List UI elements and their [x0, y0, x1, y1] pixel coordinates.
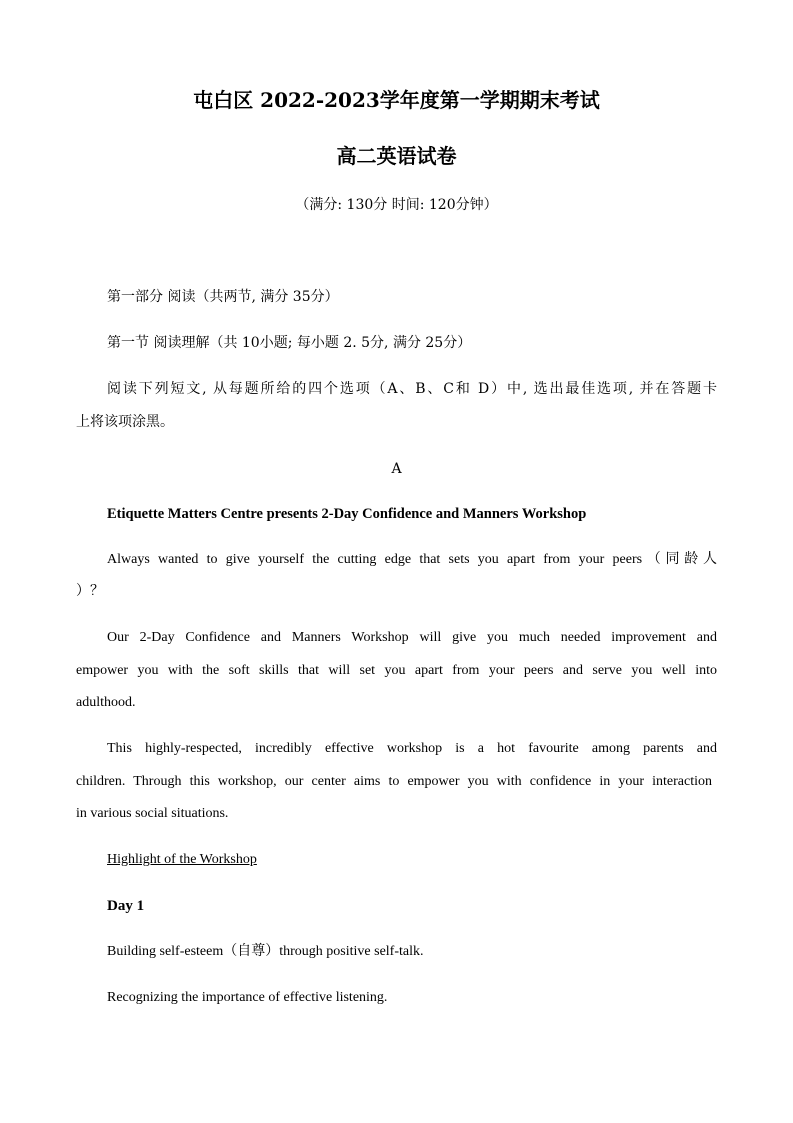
exam-title: 屯白区 2022-2023学年度第一学期期末考试: [193, 88, 600, 112]
paragraph-3-line-2: children. Through this workshop, our center aims to empower you with confidence in your interaction: [76, 774, 712, 789]
paragraph-1-line-1: Always wanted to give yourself the cutting edge that sets you apart from your peers（同龄人: [107, 552, 717, 567]
paragraph-2-line-1: Our 2-Day Confidence and Manners Workshop will give you much needed improvement and: [107, 630, 717, 645]
section-title: 第一节 阅读理解（共 10小题; 每小题 2. 5分, 满分 25分）: [107, 335, 472, 351]
paragraph-3-line-3: in various social situations.: [76, 806, 229, 821]
day-1-item-2: Recognizing the importance of effective listening.: [107, 990, 388, 1005]
highlight-heading: Highlight of the Workshop: [107, 852, 257, 867]
instruction-line-1: 阅读下列短文, 从每题所给的四个选项（A、B、C和 D）中, 选出最佳选项, 并在答题卡: [107, 381, 717, 397]
paragraph-2-line-3: adulthood.: [76, 695, 136, 710]
paragraph-1-line-2: ）？: [76, 584, 104, 599]
exam-subtitle: 高二英语试卷: [336, 144, 457, 168]
passage-label: A: [391, 461, 402, 477]
exam-info: （满分: 130分 时间: 120分钟）: [295, 197, 498, 213]
passage-heading: Etiquette Matters Centre presents 2-Day Confidence and Manners Workshop: [107, 506, 587, 522]
part-title: 第一部分 阅读（共两节, 满分 35分）: [107, 289, 339, 305]
paragraph-3-line-1: This highly-respected, incredibly effective workshop is a hot favourite among parents and: [107, 741, 717, 756]
day-1-label: Day 1: [107, 898, 145, 914]
instruction-line-2: 上将该项涂黑。: [76, 414, 174, 430]
paragraph-2-line-2: empower you with the soft skills that will set you apart from your peers and serve you well into: [76, 663, 717, 678]
day-1-item-1: Building self-esteem（自尊）through positive self-talk.: [107, 944, 424, 959]
